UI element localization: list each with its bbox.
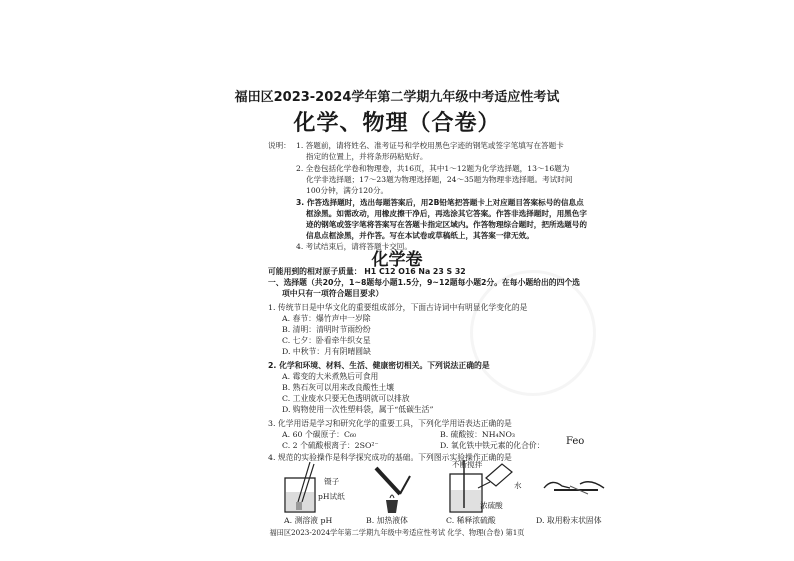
instruction-line: 迹的钢笔或签字笔将答案写在答题卡指定区域内。作答物理综合题时，把所选题号的 (306, 220, 587, 229)
page-footer: 福田区2023-2024学年第二学期九年级中考适应性考试 化学、物理(合卷) 第1页 (269, 528, 525, 537)
question-4-option-b: B. 加热液体 (366, 516, 408, 525)
watermark-seal (470, 270, 596, 396)
question-3-stem: 3. 化学用语是学习和研究化学的重要工具，下列化学用语表达正确的是 (268, 419, 512, 428)
part-one-line2: 项中只有一项符合题目要求） (282, 289, 384, 298)
question-2-option-c: C. 工业废水只要无色透明就可以排放 (282, 394, 410, 403)
question-1-stem: 1. 传统节日是中华文化的重要组成部分，下面古诗词中有明显化学变化的是 (268, 303, 528, 312)
question-3-formula: Feo (566, 436, 585, 447)
figure-d-powder (540, 458, 610, 516)
question-4-stem: 4. 规范的实验操作是科学探究成功的基础。下列图示实验操作正确的是 (268, 453, 512, 462)
question-2-option-a: A. 霉变的大米煮熟后可食用 (282, 372, 379, 381)
exam-subtitle: 化学、物理（合卷） (293, 111, 501, 136)
question-1-option-c: C. 七夕：卧看牵牛织女星 (282, 336, 371, 345)
question-2-option-d: D. 购物使用一次性塑料袋，属于“低碳生活” (282, 405, 434, 414)
atomic-masses: 可能用到的相对原子质量： H1 C12 O16 Na 23 S 32 (268, 267, 466, 276)
instruction-line: 4. 考试结束后，请将答题卡交回。 (296, 242, 412, 251)
question-3-option-b: B. 硫酸铵：NH₄NO₃ (440, 430, 515, 439)
question-1-option-b: B. 清明：清明时节雨纷纷 (282, 325, 371, 334)
instruction-line: 2. 全卷包括化学卷和物理卷，共16页，其中1～12题为化学选择题，13～16题为 (296, 164, 570, 173)
question-4-option-c: C. 稀释浓硫酸 (446, 516, 496, 525)
instruction-line: 1. 答题前，请将姓名、准考证号和学校用黑色字迹的钢笔或签字笔填写在答题卡 (296, 141, 564, 150)
label-tweezers: 镊子 (324, 477, 340, 486)
question-4-option-a: A. 测溶液 pH (284, 516, 333, 525)
instruction-line: 3. 作答选择题时，选出每题答案后，用2B铅笔把答题卡上对应题目答案标号的信息点 (296, 198, 584, 207)
question-3-option-c: C. 2 个硫酸根离子：2SO²⁻ (282, 441, 379, 450)
figure-a-ph-test (280, 458, 350, 518)
part-one-line1: 一、选择题（共20分，1~8题每小题1.5分，9~12题每小题2分。在每小题给出的四个选 (268, 278, 580, 287)
instruction-line: 100分钟，满分120分。 (306, 186, 389, 195)
question-4-option-d: D. 取用粉末状固体 (536, 516, 602, 525)
instruction-line: 信息点框涂黑，并作答。写在本试卷或草稿纸上，其答案一律无效。 (306, 231, 534, 240)
label-conc-acid: 浓硫酸 (480, 501, 503, 510)
instruction-line: 化学非选择题；17～23题为物理选择题，24～35题为物理非选择题。考试时间 (306, 175, 573, 184)
label-stir: 不断搅拌 (452, 460, 483, 469)
label-water: 水 (514, 481, 522, 490)
question-2-stem: 2. 化学和环境、材料、生活、健康密切相关。下列说法正确的是 (268, 361, 490, 370)
instructions-label: 说明： (268, 141, 291, 150)
section-title: 化学卷 (371, 250, 423, 270)
question-1-option-a: A. 春节：爆竹声中一岁除 (282, 314, 371, 323)
instruction-line: 框涂黑。如需改动，用橡皮擦干净后，再选涂其它答案。作答非选择题时，用黑色字 (306, 209, 587, 218)
label-ph-paper: pH试纸 (318, 492, 345, 501)
question-2-option-b: B. 熟石灰可以用来改良酸性土壤 (282, 383, 395, 392)
instruction-line: 指定的位置上，并将条形码粘贴好。 (306, 152, 428, 161)
question-3-option-a: A. 60 个碳原子：C₆₀ (282, 430, 357, 439)
question-3-option-d: D. 氧化铁中铁元素的化合价： (440, 441, 545, 450)
question-1-option-d: D. 中秋节：月有阴晴圆缺 (282, 347, 371, 356)
exam-title: 福田区2023-2024学年第二学期九年级中考适应性考试 (234, 90, 560, 105)
figure-b-heating (368, 458, 418, 516)
